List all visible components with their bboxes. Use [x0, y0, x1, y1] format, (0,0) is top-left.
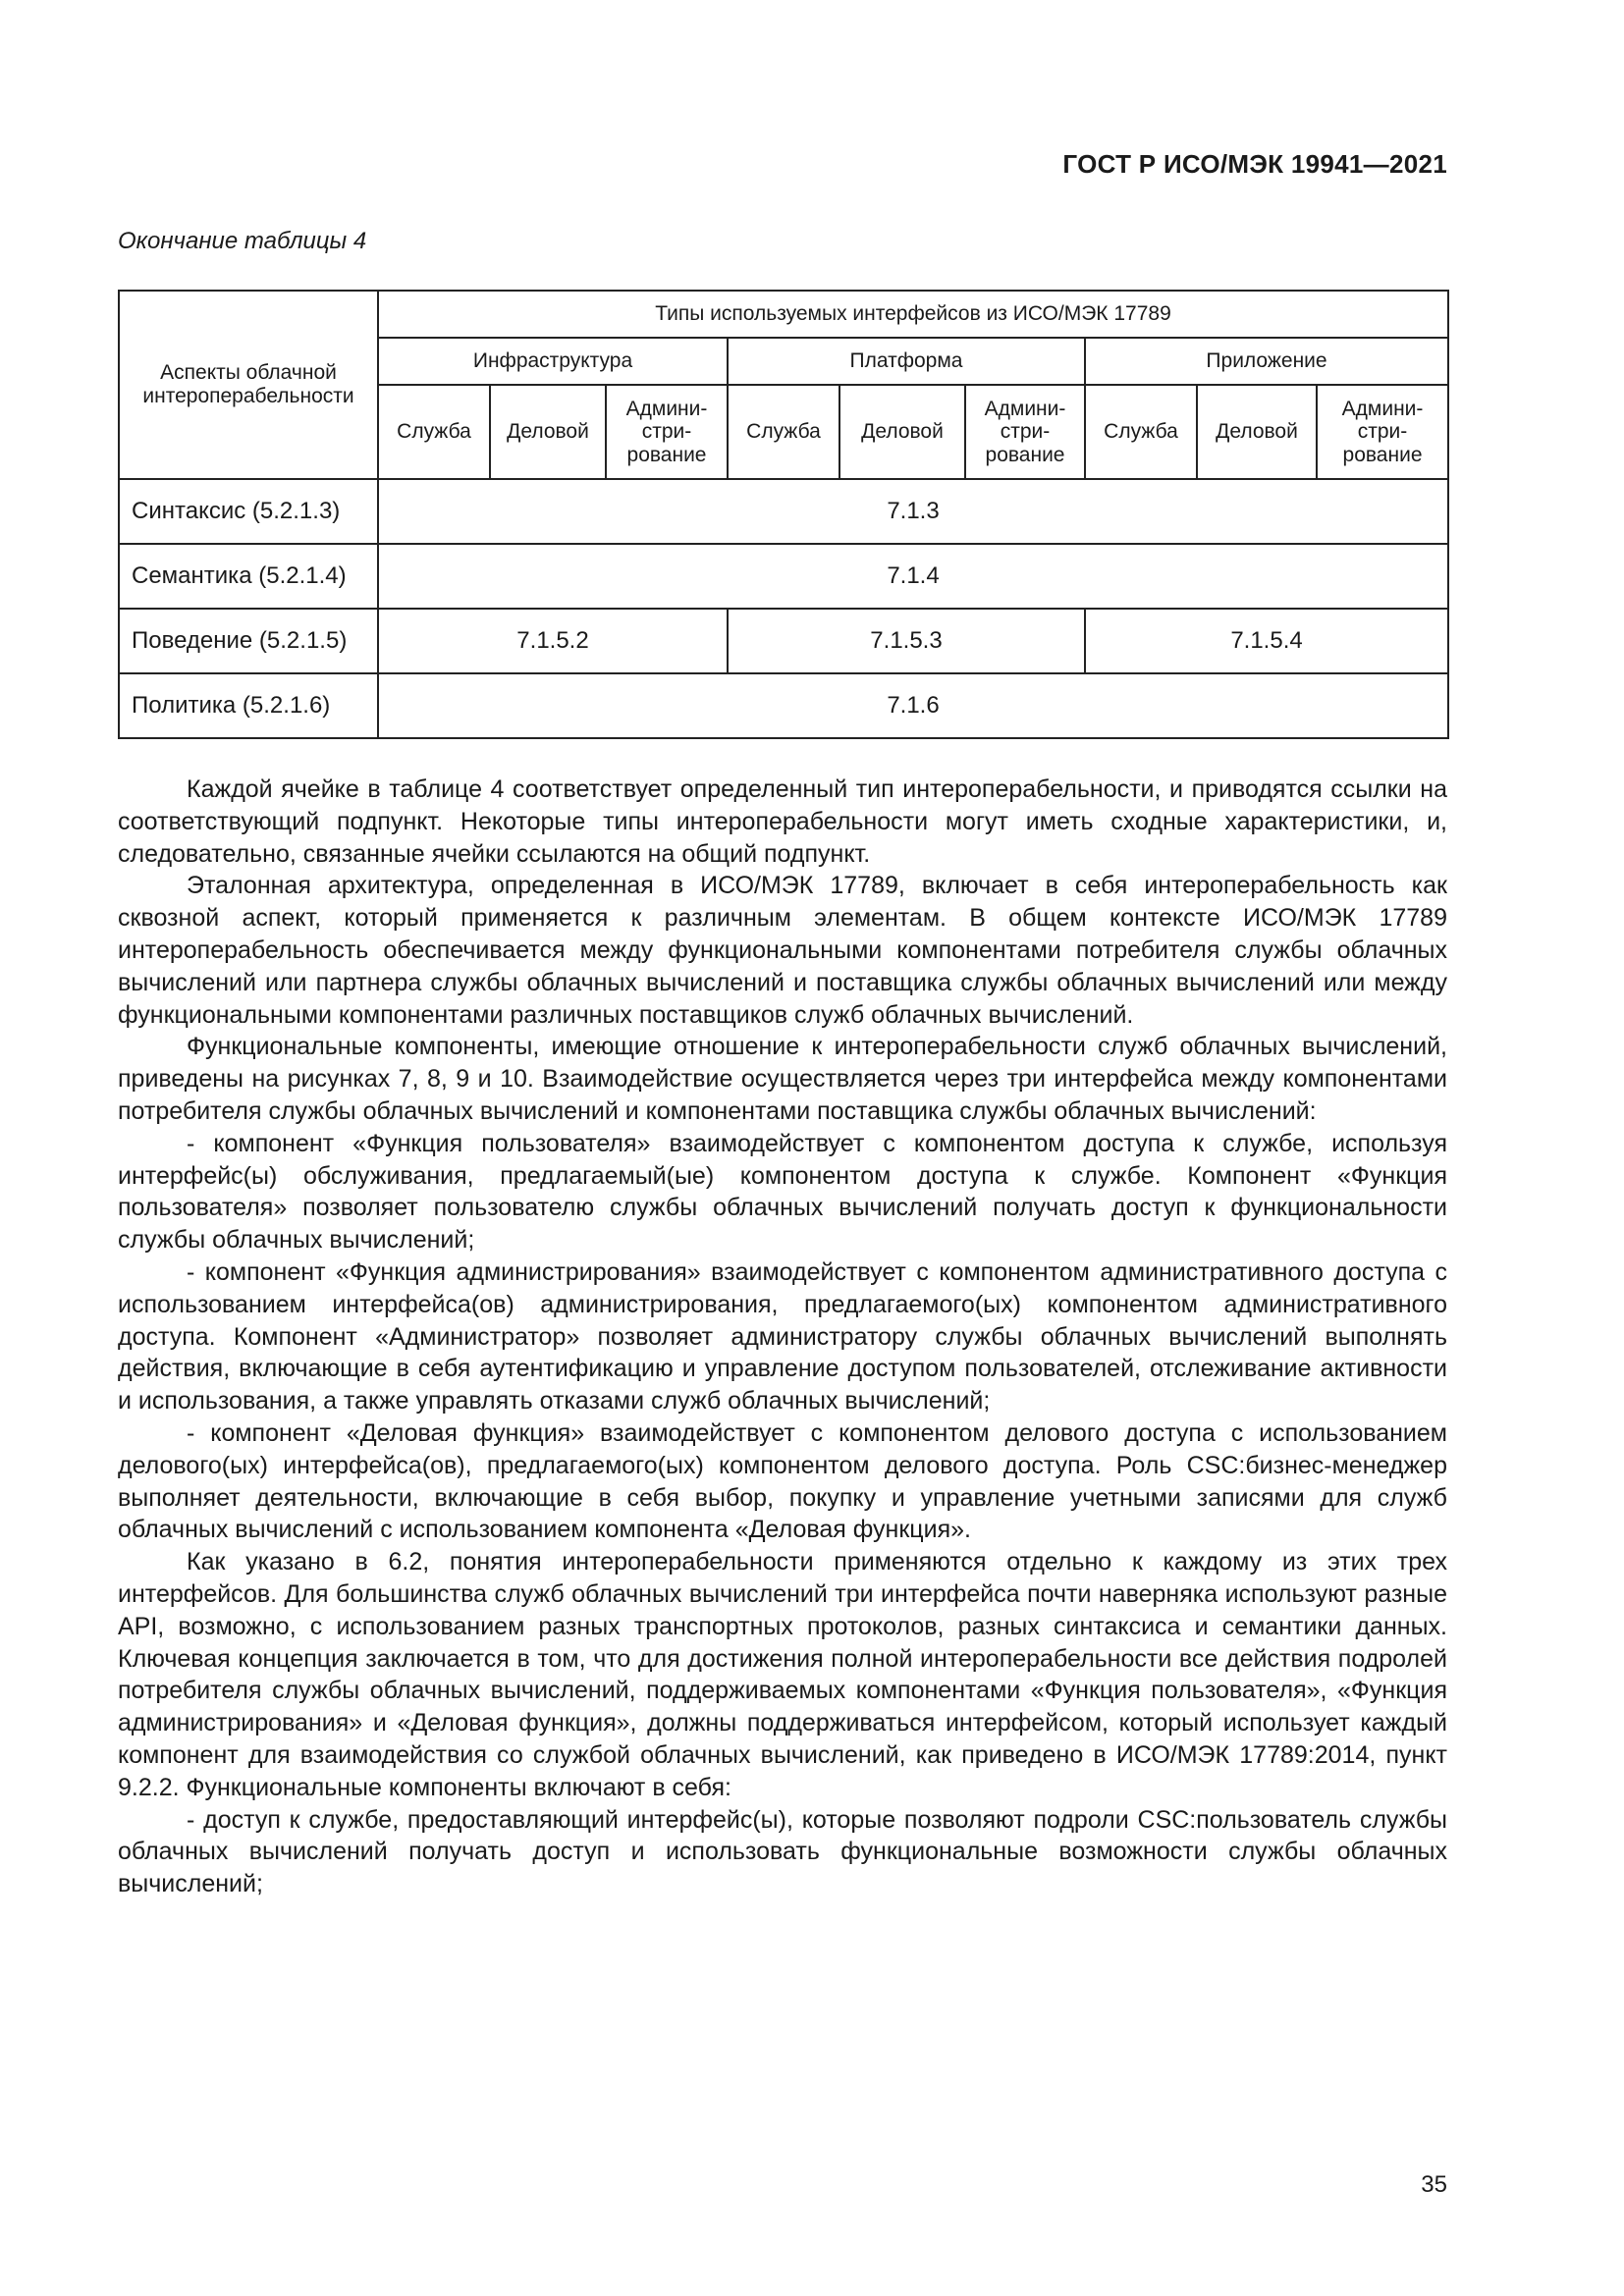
cell-value: 7.1.5.4 [1085, 609, 1448, 673]
paragraph: Каждой ячейке в таблице 4 соответствует определенный тип интероперабельности, и приводятся ссылки на соответствующий подпункт. Некоторые типы интероперабельности могут иметь сходные характеристики, и, следовательно, связанные ячейки ссылаются на общий подпункт. [118, 775, 1447, 868]
cell-value: 7.1.6 [378, 673, 1448, 738]
subcol-administration: Админи- стри- рование [965, 385, 1085, 479]
group-header-infrastructure: Инфраструктура [378, 338, 728, 385]
group-header-application: Приложение [1085, 338, 1448, 385]
list-item: - компонент «Деловая функция» взаимодействует с компонентом делового доступа с использованием делового(ых) интерфейса(ов), предлагаемого(ых) компонентом делового доступа. Роль CSC:бизнес-менеджер выполняет деятельности, включающие в себя выбор, покупку и управление учетными записями для служб облачных вычислений с использованием компонента «Деловая функция». [118, 1418, 1447, 1544]
interoperability-table [118, 290, 1449, 739]
list-item: - компонент «Функция администрирования» взаимодействует с компонентом административного доступа с использованием интерфейса(ов) администрирования, предлагаемого(ых) компонентом административного доступа. Компонент «Администратор» позволяет администратору службы облачных вычислений выполнять действия, включающие в себя аутентификацию и управление доступом пользователей, отслеживание активности и использования, а также управлять отказами служб облачных вычислений; [118, 1257, 1447, 1415]
table-row [119, 544, 1448, 609]
subcol-business: Деловой [490, 385, 606, 479]
row-label: Поведение (5.2.1.5) [119, 609, 378, 673]
subcol-administration: Админи- стри- рование [606, 385, 728, 479]
subcol-service: Служба [728, 385, 839, 479]
cell-value: 7.1.5.2 [378, 609, 728, 673]
subcol-service: Служба [1085, 385, 1197, 479]
cell-value: 7.1.4 [378, 544, 1448, 609]
row-label: Семантика (5.2.1.4) [119, 544, 378, 609]
subcol-administration: Админи- стри- рование [1317, 385, 1448, 479]
table-row [119, 609, 1448, 673]
paragraph: Эталонная архитектура, определенная в ИСО/МЭК 17789, включает в себя интероперабельность как сквозной аспект, который применяется к различным элементам. В общем контексте ИСО/МЭК 17789 интероперабельность обеспечивается между функциональными компонентами потребителя службы облачных вычислений или партнера службы облачных вычислений и поставщика службы облачных вычислений или между функциональными компонентами различных поставщиков служб облачных вычислений. [118, 872, 1447, 1029]
cell-value: 7.1.3 [378, 479, 1448, 544]
aspects-header: Аспекты облачной интероперабельности [119, 291, 378, 479]
cell-value: 7.1.5.3 [728, 609, 1085, 673]
page-number: 35 [1421, 2171, 1447, 2198]
interface-types-header: Типы используемых интерфейсов из ИСО/МЭК 17789 [378, 291, 1448, 338]
subcol-business: Деловой [1197, 385, 1317, 479]
row-label: Политика (5.2.1.6) [119, 673, 378, 738]
subcol-service: Служба [378, 385, 490, 479]
row-label: Синтаксис (5.2.1.3) [119, 479, 378, 544]
table-row [119, 673, 1448, 738]
paragraph: Функциональные компоненты, имеющие отношение к интероперабельности служб облачных вычислений, приведены на рисунках 7, 8, 9 и 10. Взаимодействие осуществляется через три интерфейса между компонентами потребителя службы облачных вычислений и компонентами поставщика службы облачных вычислений: [118, 1033, 1447, 1125]
table-row [119, 479, 1448, 544]
paragraph: Как указано в 6.2, понятия интероперабельности применяются отдельно к каждому из этих трех интерфейсов. Для большинства служб облачных вычислений три интерфейса почти наверняка используют разные API, возможно, с использованием разных транспортных протоколов, разных синтаксиса и семантики данных. Ключевая концепция заключается в том, что для достижения полной интероперабельности все действия подролей потребителя службы облачных вычислений, поддерживаемых компонентами «Функция пользователя», «Функция администрирования» и «Деловая функция», должны поддерживаться интерфейсом, который использует каждый компонент для взаимодействия со службой облачных вычислений, как приведено в ИСО/МЭК 17789:2014, пункт 9.2.2. Функциональные компоненты включают в себя: [118, 1548, 1447, 1801]
document-id: ГОСТ Р ИСО/МЭК 19941—2021 [1062, 149, 1447, 179]
table-caption: Окончание таблицы 4 [118, 228, 367, 254]
list-item: - доступ к службе, предоставляющий интерфейс(ы), которые позволяют подроли CSC:пользователь службы облачных вычислений получать доступ и использовать функциональные возможности службы облачных вычислений; [118, 1805, 1447, 1898]
body-text [118, 774, 1447, 1900]
group-header-platform: Платформа [728, 338, 1085, 385]
subcol-business: Деловой [839, 385, 965, 479]
list-item: - компонент «Функция пользователя» взаимодействует с компонентом доступа к службе, используя интерфейс(ы) обслуживания, предлагаемый(ые) компонентом доступа к службе. Компонент «Функция пользователя» позволяет пользователю службы облачных вычислений получать доступ к функциональности службы облачных вычислений; [118, 1129, 1447, 1255]
